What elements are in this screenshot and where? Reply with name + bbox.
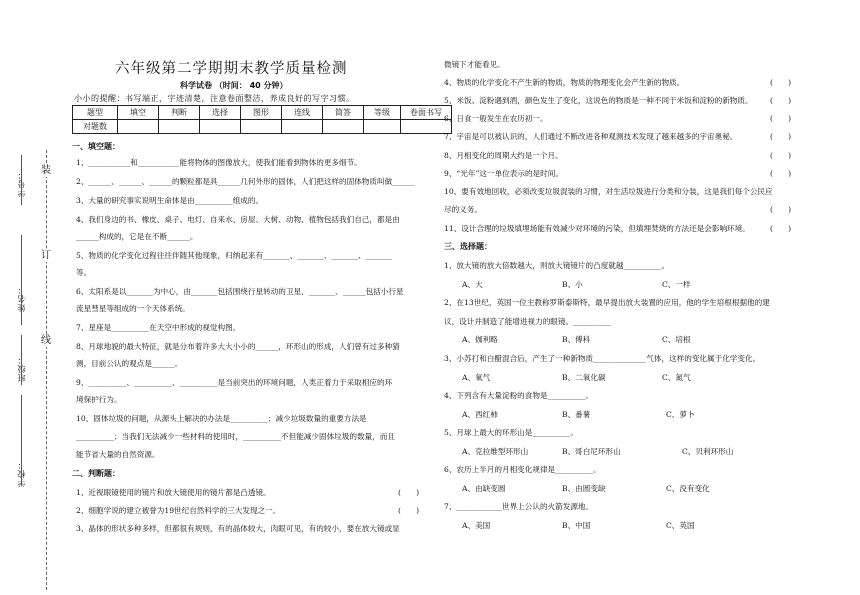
exam-title: 六年级第二学期期末教学质量检测 [115, 61, 348, 77]
binding-char-zhuang: 装 [41, 165, 51, 176]
fill-question: 能节省大量的自然资源。 [76, 450, 160, 459]
binding-strip [0, 0, 62, 595]
judge-question: 7、宇宙是可以被认识的，人们通过不断改进各种观测技术发现了越来越多的宇宙奥秘。 [444, 132, 738, 141]
choice-question: 1、放大镜的放大倍数越大，则放大镜镜片的凸度就越__________。 [444, 261, 670, 270]
score-cell[interactable] [364, 120, 401, 134]
judge-question: 6、日食一般发生在农历初一。 [444, 114, 548, 123]
score-header-cell: 图形 [241, 106, 282, 120]
answer-paren[interactable]: ( ) [770, 224, 792, 233]
score-cell[interactable] [241, 120, 282, 134]
score-header-cell: 选择 [200, 106, 241, 120]
judge-question: 5、米饭、淀粉遇到酒，颜色发生了变化，这说色的物质是一种不同于米饭和淀粉的新物质。 [444, 96, 753, 105]
student-id-field[interactable] [21, 155, 22, 205]
fill-question: 4、我们身边的书、橡皮、桌子、电灯、自来水、房屋、大树、动物、植物包括我们自己，都是由 [76, 215, 400, 224]
binding-char-ding: 订 [41, 250, 51, 261]
reminder-note: 小小的提醒：书写端正，字迹清楚，注意卷面整洁，养成良好的写字习惯。 [74, 94, 355, 103]
choice-option[interactable]: C、萝卜 [666, 410, 695, 419]
judge-question: 1、近视眼镜使用的镜片和放大镜使用的镜片都是凸透镜。 [76, 488, 271, 497]
binding-char-xian: 线 [41, 335, 51, 346]
fill-question: 等。 [76, 268, 92, 277]
judge-question: 10、要有效地回收，必须改变垃圾混装的习惯，对生活垃圾进行分类和分装，这是我们每个公民应 [444, 187, 773, 196]
fill-question: 8、月球地貌的最大特征，就是分布着许多大大小小的______，环形山的形成，人们曾有过多种猜 [76, 342, 400, 351]
school-label: 学校： [17, 460, 26, 487]
choice-option[interactable]: A、西红柿 [462, 410, 498, 419]
score-header-cell: 卷面书写 [401, 106, 452, 120]
student-name-field[interactable] [21, 235, 22, 325]
answer-paren[interactable]: ( ) [770, 151, 792, 160]
choice-option[interactable]: C、氮气 [662, 373, 691, 382]
choice-option[interactable]: A、由缺变圆 [462, 484, 506, 493]
section-fill-title: 一、填空题： [72, 142, 120, 151]
judge-question: 2、细胞学说的建立被誉为19世纪自然科学的三大发现之一。 [76, 506, 281, 515]
judge-question: 尽的义务。 [444, 205, 482, 214]
class-label: 班级： [17, 355, 26, 382]
choice-option[interactable]: C、没有变化 [666, 484, 710, 493]
choice-option[interactable]: A、伽利略 [462, 335, 498, 344]
fill-question: 境保护行为。 [76, 395, 122, 404]
score-header-cell: 连线 [282, 106, 323, 120]
judge-question: 4、物质的化学变化不产生新的物质，物质的物理变化会产生新的物质。 [444, 78, 685, 87]
choice-option[interactable]: A、克拉维型环形山 [462, 447, 529, 456]
answer-paren[interactable]: ( ) [770, 205, 792, 214]
score-header-cell: 判断 [159, 106, 200, 120]
choice-option[interactable]: B、由圆变缺 [562, 484, 606, 493]
choice-option[interactable]: C、培根 [662, 335, 691, 344]
score-header-cell: 等级 [364, 106, 401, 120]
choice-option[interactable]: B、二氧化碳 [562, 373, 606, 382]
score-header-cell: 题型 [73, 106, 118, 120]
school-field[interactable] [21, 395, 22, 485]
answer-paren[interactable]: ( ) [770, 114, 792, 123]
fill-question: 6、太阳系是以_______为中心，由_______包括围绕行星转动的卫星、_______、______包括小行星 [76, 287, 404, 296]
choice-option[interactable]: B、番薯 [562, 410, 591, 419]
score-table-header-row [73, 106, 452, 120]
answer-paren[interactable]: ( ) [398, 488, 420, 497]
choice-question: 5、月球上最大的环形山是__________。 [444, 428, 578, 437]
choice-question: 3、小苏打和白醋混合后，产生了一种新物质______________气体，这样的变化属于化学变化。 [444, 354, 761, 363]
exam-subtitle: 科学试卷 （时间： 40 分钟） [180, 81, 288, 90]
judge-question: 9、“光年”这一单位表示的是时间。 [444, 169, 563, 178]
choice-option[interactable]: B、中国 [562, 521, 591, 530]
judge-question: 8、月相变化的周期大约是一个月。 [444, 151, 563, 160]
section-choice-title: 三、选择题： [444, 242, 492, 251]
score-header-cell: 简答 [323, 106, 364, 120]
fill-question: 9、__________、__________、__________是当前突出的环境问题，人类正着力于采取相应的环 [76, 378, 393, 387]
choice-question: 7、____________世界上公认的火箭发源地。 [444, 502, 594, 511]
section-judge-title: 二、判断题： [72, 469, 120, 478]
fill-question: 测，目前公认的观点是______。 [76, 359, 183, 368]
score-cell[interactable] [159, 120, 200, 134]
choice-option[interactable]: B、小 [562, 280, 583, 289]
judge-question: 3、晶体的形状多种多样，但都很有规则，有的晶体较大，肉眼可见，有的较小，要在放大镜或显 [76, 524, 400, 533]
fill-question: 10、固体垃圾的问题，从源头上解决的办法是__________；减少垃圾数量的重要方法是 [76, 414, 367, 423]
class-field[interactable] [21, 335, 22, 385]
choice-option[interactable]: C、一样 [662, 280, 691, 289]
choice-option[interactable]: A、美国 [462, 521, 491, 530]
answer-paren[interactable]: ( ) [770, 96, 792, 105]
fill-question: __________；当我们无法减少一些材料的使用时，__________不但能减少固体垃圾的数量，而且 [76, 432, 395, 441]
choice-option[interactable]: A、大 [462, 280, 483, 289]
answer-paren[interactable]: ( ) [398, 506, 420, 515]
choice-question: 2、在13世纪，英国一位主教称罗斯泰斯特，最早提出放大装置的应用，他的学生培根根据他的建 [444, 298, 770, 307]
choice-question: 6、农历上半月的月相变化规律是__________。 [444, 465, 601, 474]
choice-option[interactable]: B、哥白尼环形山 [562, 447, 621, 456]
choice-option[interactable]: C、贝利环形山 [682, 447, 734, 456]
choice-option[interactable]: B、傅科 [562, 335, 591, 344]
score-table-row [73, 120, 452, 134]
judge-question: 11、设计合理的垃圾填埋场能有效减少对环境的污染，但填埋焚烧的方法还是会影响环境。 [444, 224, 750, 233]
score-cell[interactable] [323, 120, 364, 134]
choice-question: 议，设计并制造了能增进视力的眼镜。__________ [444, 317, 612, 326]
fill-question: 3、大量的研究事实说明生命体是由__________组成的。 [76, 196, 264, 205]
fill-question: 2、______、______、______的颗粒都是具______几何外形的固体，人们把这样的固体物质叫做______ [76, 177, 415, 186]
fill-question: 5、物质的化学变化过程往往伴随其他现象，归纳起来有_______、_______、_______、_______ [76, 251, 393, 260]
fill-question: 7、星座是__________在天空中形成的视觉构图。 [76, 323, 241, 332]
binding-dashed-line [46, 150, 47, 590]
answer-paren[interactable]: ( ) [770, 78, 792, 87]
score-table [72, 105, 452, 134]
choice-question: 4、下列含有大量淀粉的食物是__________。 [444, 391, 594, 400]
fill-question: 流星彗星等组成的一个天体系统。 [76, 304, 190, 313]
fill-question: 1、___________和___________能将物体的图像放大，使我们能看到物体的更多细节。 [76, 158, 362, 167]
score-header-cell: 填空 [118, 106, 159, 120]
score-cell[interactable] [200, 120, 241, 134]
choice-option[interactable]: A、氧气 [462, 373, 491, 382]
student-name-label: 姓名： [17, 285, 26, 312]
answer-paren[interactable]: ( ) [770, 169, 792, 178]
score-row-label: 对题数 [73, 120, 118, 134]
answer-paren[interactable]: ( ) [770, 132, 792, 141]
judge-question: 微镜下才能看见。 [444, 60, 505, 69]
student-id-label: 学号： [17, 170, 26, 197]
fill-question: ______构成的，它是在不断______。 [76, 232, 198, 241]
score-cell[interactable] [282, 120, 323, 134]
choice-option[interactable]: C、英国 [666, 521, 695, 530]
score-cell[interactable] [118, 120, 159, 134]
